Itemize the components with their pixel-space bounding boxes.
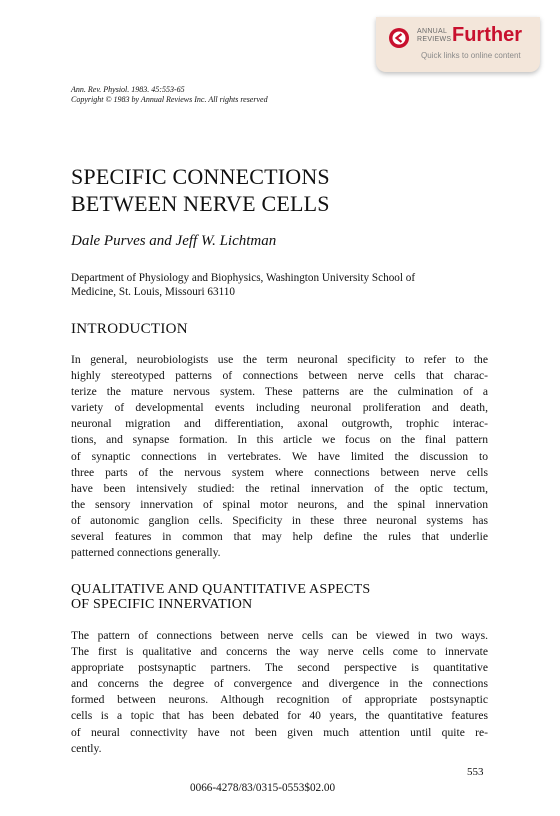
section-heading-introduction: INTRODUCTION [71, 321, 188, 337]
text-line: three parts of the nervous system where connections between nerve cells [71, 465, 488, 479]
text-line: several features in common that may help define the rules that underlie [71, 530, 488, 544]
text-line: of neural connectivity have not been given much attention until quite re- [71, 725, 488, 739]
qualitative-paragraph [71, 628, 488, 757]
text-line: of synaptic connections in vertebrates. We have limited the discussion to [71, 449, 488, 463]
text-line: have been intensively studied: the retinal innervation of the optic tectum, [71, 481, 488, 495]
citation-line1: Ann. Rev. Physiol. 1983. 45:553-65 [71, 85, 185, 94]
text-line: cently. [71, 741, 102, 755]
introduction-paragraph [71, 352, 488, 561]
text-line: terize the mature nervous system. These patterns are the culmination of a [71, 385, 488, 399]
text-line: tions, and synapse formation. In this article we focus on the final pattern [71, 433, 488, 447]
banner-brand-line2: REVIEWS [417, 36, 452, 43]
article-title [71, 163, 330, 217]
affiliation-line1: Department of Physiology and Biophysics, Washington University School of [71, 272, 416, 284]
authors: Dale Purves and Jeff W. Lichtman [71, 233, 277, 249]
text-line: appropriate postsynaptic partners. The second perspective is quantitative [71, 661, 488, 675]
text-line: The pattern of connections between nerve cells can be viewed in two ways. [71, 629, 488, 642]
section2-heading-line2: OF SPECIFIC INNERVATION [71, 597, 253, 612]
text-line: patterned connections generally. [71, 546, 221, 560]
citation [71, 85, 268, 105]
affiliation-line2: Medicine, St. Louis, Missouri 63110 [71, 286, 235, 298]
text-line: the sensory innervation of spinal motor neurons, and the spinal innervation [71, 497, 488, 511]
banner-brand [417, 28, 451, 44]
title-line2: BETWEEN NERVE CELLS [71, 191, 330, 216]
banner-brand-line1: ANNUAL [417, 28, 448, 35]
text-line: The first is qualitative and concerns the way nerve cells come to innervate [71, 645, 488, 659]
title-line1: SPECIFIC CONNECTIONS [71, 164, 330, 189]
text-line: and concerns the degree of convergence and divergence in the connections [71, 677, 488, 691]
footer-code: 0066-4278/83/0315-0553$02.00 [190, 782, 336, 794]
annual-reviews-logo-icon [388, 27, 410, 49]
text-line: formed between neurons. Although recognition of appropriate postsynaptic [71, 693, 488, 707]
text-line: In general, neurobiologists use the term neuronal specificity to refer to the [71, 353, 488, 366]
text-line: cells is a topic that has been debated for 40 years, the quantitative features [71, 709, 488, 723]
section-heading-qualitative [71, 582, 370, 612]
text-line: neuronal migration and differentiation, axonal outgrowth, trophic interac- [71, 417, 488, 431]
affiliation [71, 271, 481, 299]
text-line: of autonomic ganglion cells. Specificity in these three neuronal systems has [71, 513, 488, 527]
text-line: variety of developmental events including neuronal proliferation and death, [71, 401, 488, 415]
banner-further-link[interactable]: Further [452, 24, 522, 46]
page-number: 553 [467, 766, 484, 778]
section2-heading-line1: QUALITATIVE AND QUANTITATIVE ASPECTS [71, 582, 371, 597]
text-line: highly stereotyped patterns of connections between nerve cells that charac- [71, 369, 488, 383]
banner-subtitle: Quick links to online content [421, 51, 521, 60]
citation-line2: Copyright © 1983 by Annual Reviews Inc. All rights reserved [71, 95, 268, 104]
further-banner[interactable] [376, 17, 540, 72]
